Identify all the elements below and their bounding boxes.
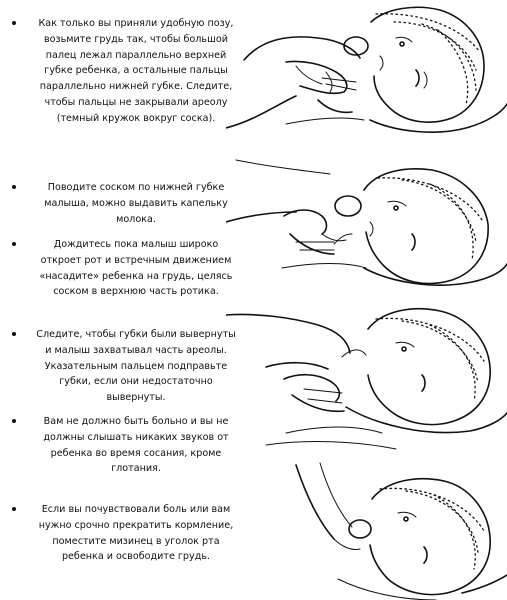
instruction-item bbox=[12, 180, 238, 227]
instruction-text: Вам не должно быть больно и вы не должны слышать никаких звуков от ребенка во время сосания, кроме глотания. bbox=[43, 416, 229, 475]
bullet-icon bbox=[12, 332, 16, 336]
bullet-icon bbox=[12, 507, 16, 511]
instruction-text: Поводите соском по нижней губке малыша, можно выдавить капельку молока. bbox=[44, 182, 228, 225]
bullet-icon bbox=[12, 185, 16, 189]
instruction-item bbox=[12, 502, 238, 565]
illustration-baby-latched bbox=[226, 295, 507, 455]
bullet-icon bbox=[12, 242, 16, 246]
instruction-text: Следите, чтобы губки были вывернуты и малыш захватывал часть ареолы. Указательным пальцем подправьте губки, если они недостаточно вывернуты. bbox=[36, 329, 236, 404]
instruction-item bbox=[12, 16, 238, 127]
instruction-text: Как только вы приняли удобную позу, возьмите грудь так, чтобы большой палец лежал параллельно верхней губке ребенка, а остальные пальцы параллельно нижней губке. Следите, чтобы пальцы не закрывали ареолу (темный кружок вокруг соска). bbox=[38, 18, 234, 124]
illustration-column bbox=[226, 0, 507, 600]
instruction-item bbox=[12, 327, 238, 406]
instruction-text: Если вы почувствовали боль или вам нужно срочно прекратить кормление, поместите мизинец в уголок рта ребенка и освободите грудь. bbox=[38, 504, 234, 563]
instruction-item bbox=[12, 414, 238, 477]
bullet-icon bbox=[12, 419, 16, 423]
illustration-releasing-latch bbox=[226, 455, 507, 600]
instruction-item bbox=[12, 237, 238, 300]
instruction-list bbox=[0, 0, 240, 600]
illustration-nipple-lower-lip bbox=[226, 150, 507, 295]
bullet-icon bbox=[12, 21, 16, 25]
illustration-hand-holding-breast bbox=[226, 0, 507, 150]
instruction-text: Дождитесь пока малыш широко откроет рот и встречным движением «насадите» ребенка на грудь, целясь соском в верхнюю часть ротика. bbox=[39, 239, 233, 298]
